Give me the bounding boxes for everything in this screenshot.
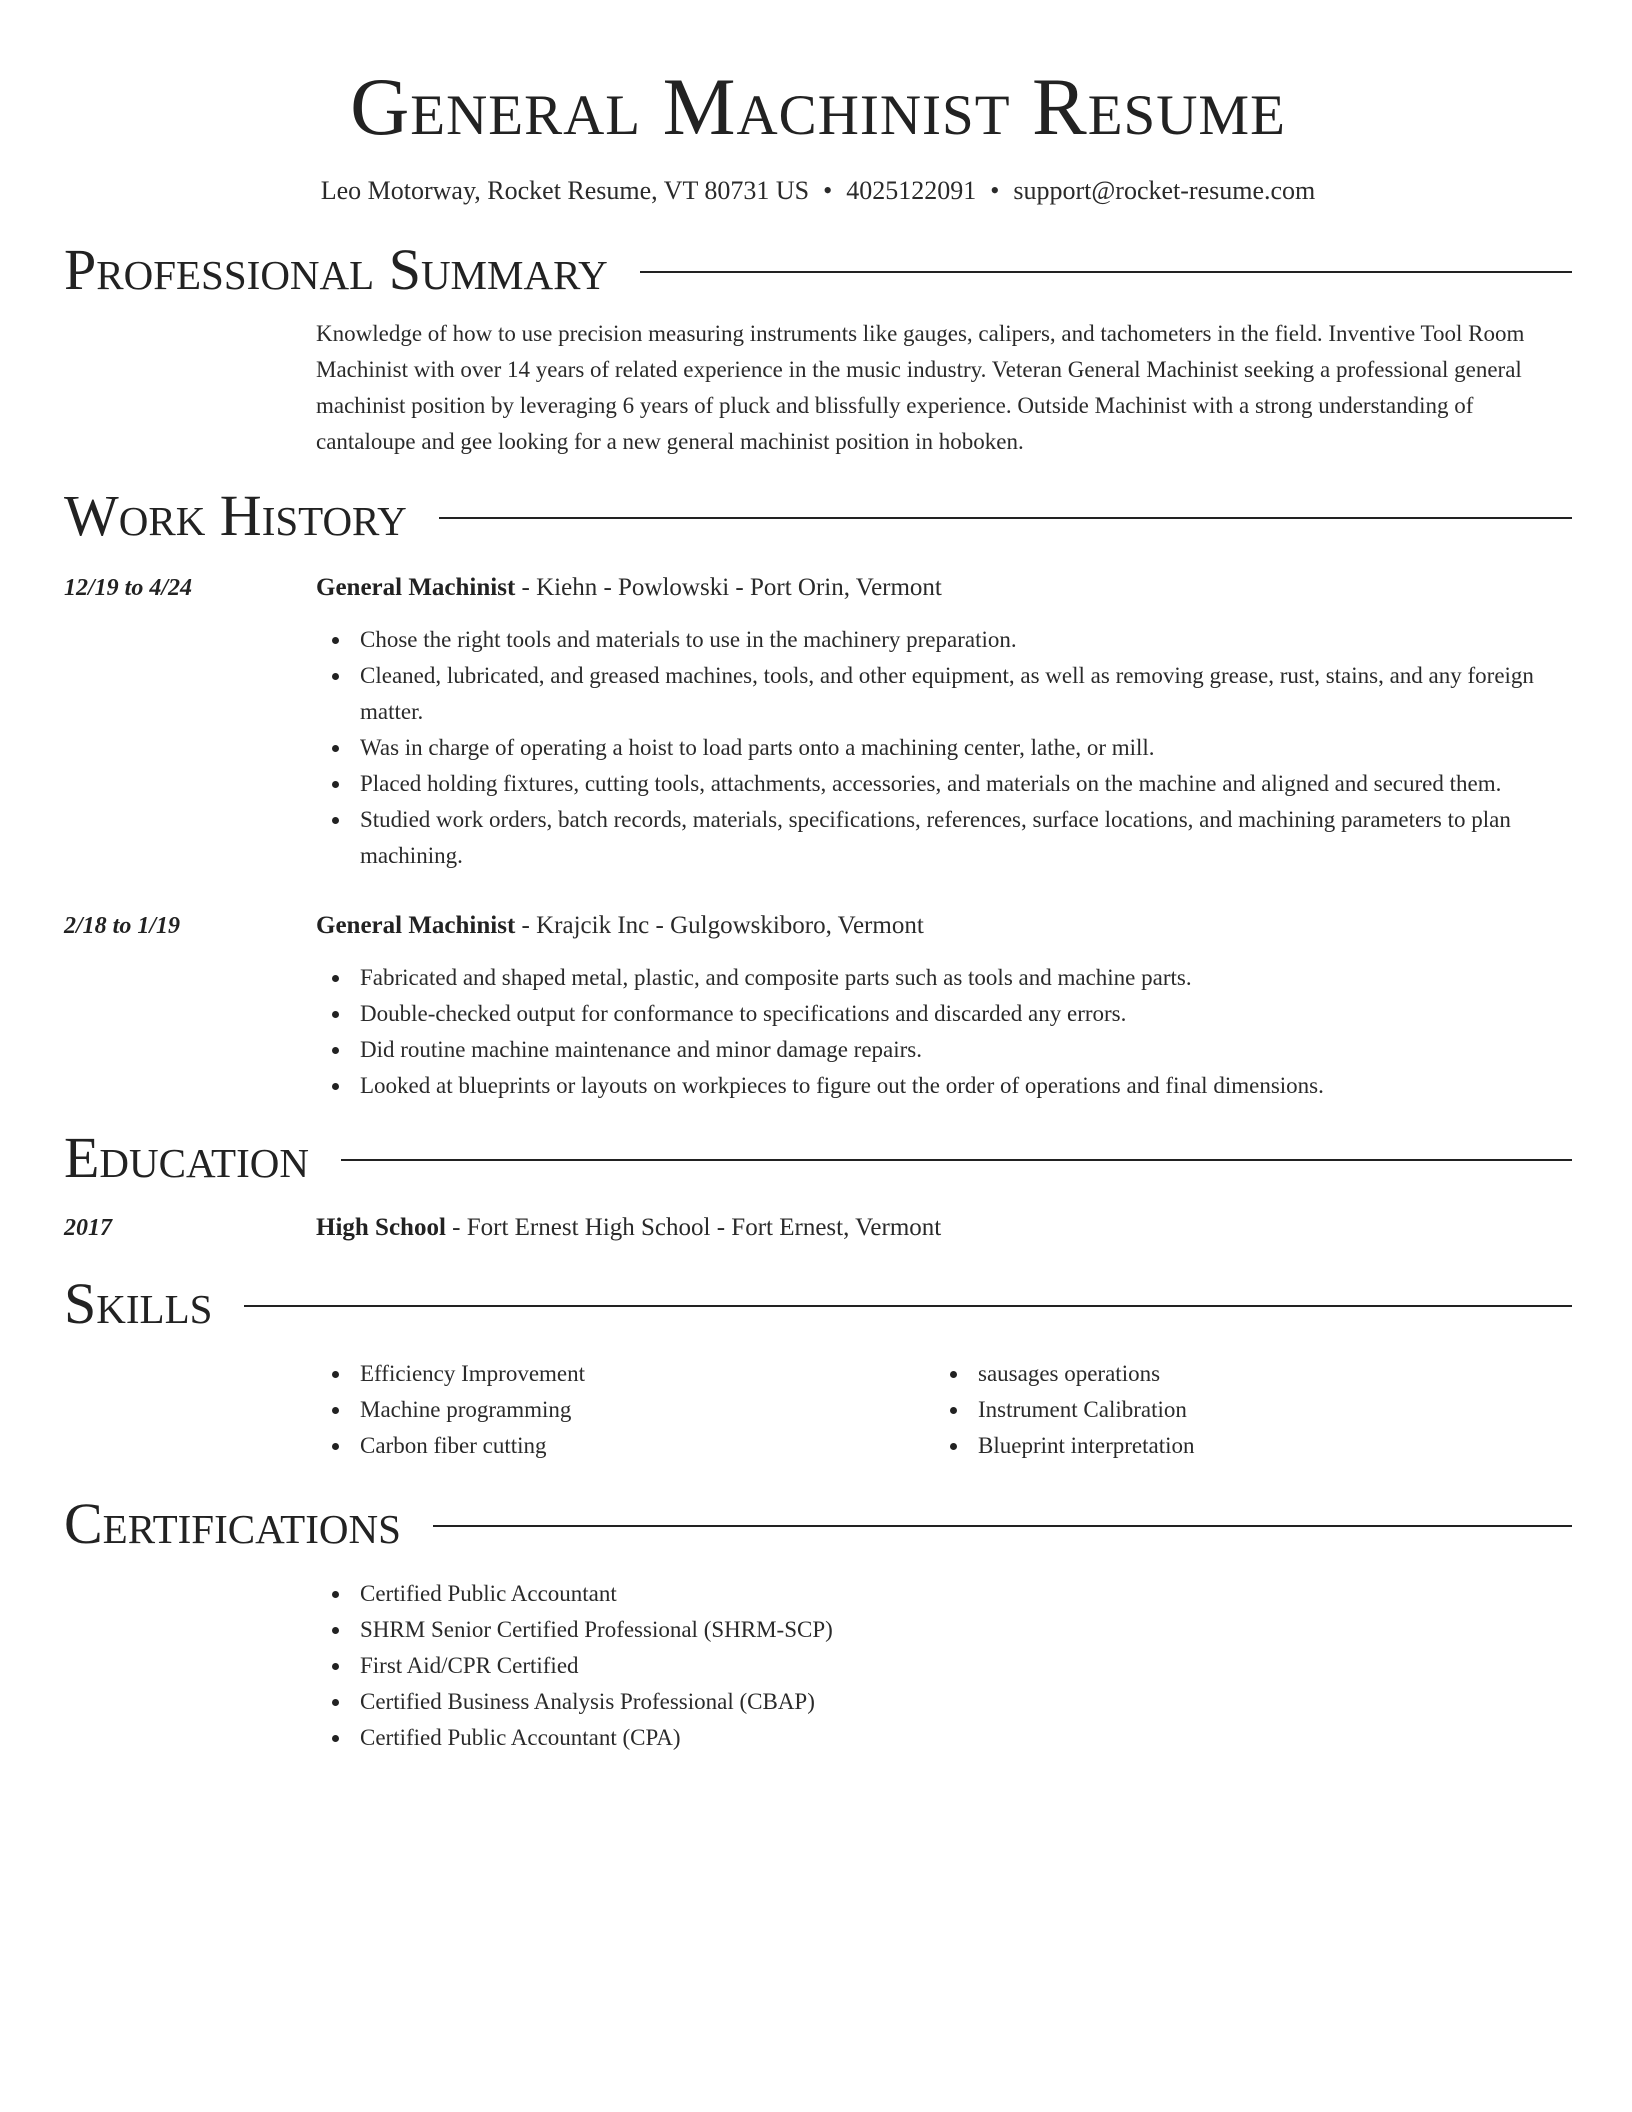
section-divider xyxy=(341,1159,1572,1161)
work-heading xyxy=(316,908,1572,944)
section-header xyxy=(64,1492,1572,1556)
duty-item: Studied work orders, batch records, materials, specifications, references, surface locations, and machining parameters to plan machining. xyxy=(360,802,1572,874)
certification-item: First Aid/CPR Certified xyxy=(360,1648,1572,1684)
section-divider xyxy=(640,271,1572,273)
skill-item: sausages operations xyxy=(978,1356,1552,1392)
duty-item: Fabricated and shaped metal, plastic, and composite parts such as tools and machine parts. xyxy=(360,960,1572,996)
section-title: Certifications xyxy=(64,1491,401,1556)
duty-item: Double-checked output for conformance to specifications and discarded any errors. xyxy=(360,996,1572,1032)
work-entry xyxy=(64,570,1572,874)
job-title: General Machinist xyxy=(316,912,516,939)
duty-item: Cleaned, lubricated, and greased machines, tools, and other equipment, as well as removing grease, rust, stains, and any foreign matter. xyxy=(360,658,1572,730)
contact-phone: 4025122091 xyxy=(846,176,977,205)
skill-item: Machine programming xyxy=(360,1392,934,1428)
duty-item: Did routine machine maintenance and minor damage repairs. xyxy=(360,1032,1572,1068)
certification-item: Certified Public Accountant xyxy=(360,1576,1572,1612)
resume-page xyxy=(64,0,1572,1756)
contact-separator: • xyxy=(823,176,833,205)
contact-email: support@rocket-resume.com xyxy=(1013,176,1316,205)
certifications-list xyxy=(316,1576,1572,1756)
job-employer: - Krajcik Inc - Gulgowskiboro, Vermont xyxy=(515,912,924,939)
section-header xyxy=(64,484,1572,548)
section-header xyxy=(64,1272,1572,1336)
contact-line xyxy=(64,174,1572,208)
duty-item: Placed holding fixtures, cutting tools, attachments, accessories, and materials on the machine and aligned and secured them. xyxy=(360,766,1572,802)
resume-title: General Machinist Resume xyxy=(350,61,1286,152)
certifications-body xyxy=(316,1576,1572,1756)
work-dates: 12/19 to 4/24 xyxy=(64,575,193,601)
section-education xyxy=(64,1126,1572,1246)
skill-item: Carbon fiber cutting xyxy=(360,1428,934,1464)
work-duties xyxy=(316,960,1572,1104)
skill-item: Blueprint interpretation xyxy=(978,1428,1552,1464)
section-divider xyxy=(439,517,1572,519)
skill-item: Efficiency Improvement xyxy=(360,1356,934,1392)
section-certifications xyxy=(64,1492,1572,1756)
certification-item: SHRM Senior Certified Professional (SHRM-SCP) xyxy=(360,1612,1572,1648)
skill-item: Instrument Calibration xyxy=(978,1392,1552,1428)
section-title: Education xyxy=(64,1125,309,1190)
summary-body xyxy=(316,316,1572,460)
section-title: Professional Summary xyxy=(64,237,608,302)
duty-item: Chose the right tools and materials to use in the machinery preparation. xyxy=(360,622,1572,658)
education-school: - Fort Ernest High School - Fort Ernest, Vermont xyxy=(445,1214,942,1241)
duty-item: Looked at blueprints or layouts on workpieces to figure out the order of operations and final dimensions. xyxy=(360,1068,1572,1104)
section-header xyxy=(64,238,1572,302)
skills-body xyxy=(316,1356,1572,1464)
job-employer: - Kiehn - Powlowski - Port Orin, Vermont xyxy=(515,574,942,601)
section-skills xyxy=(64,1272,1572,1464)
skills-list-left xyxy=(316,1356,934,1464)
education-heading xyxy=(316,1210,1572,1246)
contact-separator: • xyxy=(990,176,1000,205)
section-title: Work History xyxy=(64,483,407,548)
work-dates: 2/18 to 1/19 xyxy=(64,913,181,939)
section-header xyxy=(64,1126,1572,1190)
section-work-history xyxy=(64,484,1572,1104)
education-entry xyxy=(64,1210,1572,1246)
summary-text: Knowledge of how to use precision measuring instruments like gauges, calipers, and tachometers in the field. Inventive Tool Room Machinist with over 14 years of related experience in the music industry. Veteran General Machinist seeking a professional general machinist position by leveraging 6 years of pluck and blissfully experience. Outside Machinist with a strong understanding of cantaloupe and gee looking for a new general machinist position in hoboken. xyxy=(316,321,1525,454)
job-title: General Machinist xyxy=(316,574,516,601)
duty-list xyxy=(316,622,1572,874)
work-duties xyxy=(316,622,1572,874)
education-degree: High School xyxy=(316,1214,446,1241)
certification-item: Certified Public Accountant (CPA) xyxy=(360,1720,1572,1756)
skills-list-right xyxy=(934,1356,1552,1464)
section-divider xyxy=(244,1305,1572,1307)
section-divider xyxy=(433,1525,1572,1527)
section-title: Skills xyxy=(64,1271,213,1336)
work-heading xyxy=(316,570,1572,606)
education-year: 2017 xyxy=(64,1215,112,1241)
certification-item: Certified Business Analysis Professional (CBAP) xyxy=(360,1684,1572,1720)
work-entry xyxy=(64,908,1572,1104)
duty-list xyxy=(316,960,1572,1104)
duty-item: Was in charge of operating a hoist to load parts onto a machining center, lathe, or mill. xyxy=(360,730,1572,766)
contact-address: Leo Motorway, Rocket Resume, VT 80731 US xyxy=(320,176,810,205)
skills-grid xyxy=(316,1356,1572,1464)
section-professional-summary xyxy=(64,238,1572,460)
